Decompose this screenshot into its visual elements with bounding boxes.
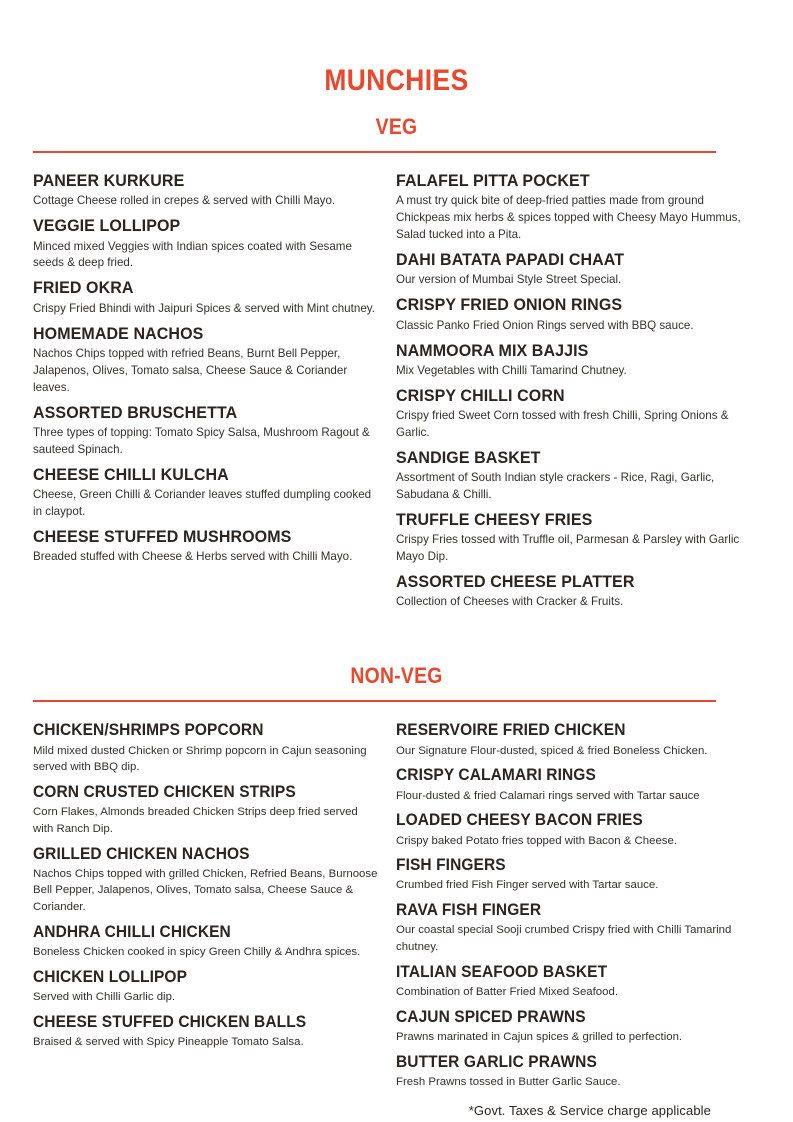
menu-item-description: Minced mixed Veggies with Indian spices coated with Sesame seeds & deep fried. [33, 239, 352, 270]
menu-item-name: CAJUN SPICED PRAWNS [396, 1007, 586, 1026]
menu-item[interactable] [33, 783, 378, 838]
menu-item-name: CRISPY CHILLI CORN [396, 386, 565, 405]
menu-item-description: A must try quick bite of deep-fried patties made from ground Chickpeas mix herbs & spices topped with Cheesy Mayo Hummus, Salad tucked into a Pita. [396, 194, 741, 242]
menu-item-description: Flour-dusted & fried Calamari rings served with Tartar sauce [396, 789, 700, 802]
menu-item-description: Our version of Mumbai Style Street Special. [396, 273, 622, 287]
menu-item-description: Crispy Fries tossed with Truffle oil, Parmesan & Parsley with Garlic Mayo Dip. [396, 533, 740, 564]
menu-item-name: RAVA FISH FINGER [396, 901, 542, 920]
menu-item[interactable] [396, 511, 759, 566]
page-title: MUNCHIES [324, 64, 469, 97]
menu-item-description: Breaded stuffed with Cheese & Herbs served with Chilli Mayo. [33, 550, 353, 564]
menu-item-name: HOMEMADE NACHOS [33, 324, 204, 343]
menu-item-name: CORN CRUSTED CHICKEN STRIPS [33, 782, 296, 801]
menu-item[interactable] [396, 296, 759, 334]
menu-item[interactable] [33, 721, 378, 776]
veg-right-column [396, 172, 759, 618]
menu-item-name: CHICKEN/SHRIMPS POPCORN [33, 721, 264, 740]
menu-item[interactable] [396, 901, 759, 956]
menu-item[interactable] [396, 1008, 759, 1046]
menu-item-name: ASSORTED BRUSCHETTA [33, 403, 238, 422]
menu-item[interactable] [33, 1013, 378, 1051]
menu-item[interactable] [33, 845, 378, 916]
menu-item[interactable] [396, 963, 759, 1001]
menu-item[interactable] [396, 811, 759, 849]
menu-item[interactable] [33, 404, 378, 459]
menu-item-description: Crispy Fried Bhindi with Jaipuri Spices & served with Mint chutney. [33, 301, 375, 315]
menu-item[interactable] [396, 1053, 759, 1091]
non-veg-left-column [33, 721, 396, 1057]
veg-left-column [33, 172, 396, 573]
menu-item-description: Braised & served with Spicy Pineapple Tomato Salsa. [33, 1035, 304, 1048]
menu-item-description: Crumbed fried Fish Finger served with Tartar sauce. [396, 879, 659, 892]
menu-item-name: FISH FINGERS [396, 856, 506, 875]
menu-item-description: Boneless Chicken cooked in spicy Green Chilly & Andhra spices. [33, 946, 361, 959]
menu-item[interactable] [33, 466, 378, 521]
non-veg-columns [33, 721, 760, 1117]
menu-item-name: NAMMOORA MIX BAJJIS [396, 341, 589, 360]
menu-item[interactable] [396, 856, 759, 894]
footer-note: *Govt. Taxes & Service charge applicable [468, 1102, 711, 1118]
menu-item-name: TRUFFLE CHEESY FRIES [396, 511, 593, 529]
menu-item-description: Cheese, Green Chilli & Coriander leaves stuffed dumpling cooked in claypot. [33, 488, 372, 518]
menu-item-name: CRISPY FRIED ONION RINGS [396, 296, 623, 315]
menu-item[interactable] [396, 172, 759, 244]
menu-item-name: VEGGIE LOLLIPOP [33, 217, 181, 236]
menu-item[interactable] [396, 449, 759, 504]
menu-item-description: Crispy baked Potato fries topped with Bacon & Cheese. [396, 834, 678, 847]
menu-item-description: Our coastal special Sooji crumbed Crispy fried with Chilli Tamarind chutney. [396, 924, 732, 954]
menu-item[interactable] [33, 172, 378, 210]
menu-item-name: PANEER KURKURE [33, 172, 185, 190]
menu-item-name: FALAFEL PITTA POCKET [396, 172, 590, 190]
menu-item[interactable] [396, 766, 759, 804]
menu-item-name: CHEESE STUFFED MUSHROOMS [33, 527, 292, 546]
menu-item[interactable] [33, 217, 378, 272]
menu-item-name: DAHI BATATA PAPADI CHAAT [396, 251, 625, 270]
menu-item-description: Prawns marinated in Cajun spices & grilled to perfection. [396, 1030, 683, 1043]
menu-item-name: RESERVOIRE FRIED CHICKEN [396, 721, 626, 740]
section-title-veg: VEG [375, 114, 418, 139]
menu-item-name: LOADED CHEESY BACON FRIES [396, 811, 643, 830]
menu-item[interactable] [396, 573, 759, 611]
menu-item-name: FRIED OKRA [33, 279, 134, 298]
menu-item-description: Our Signature Flour-dusted, spiced & fried Boneless Chicken. [396, 744, 708, 757]
menu-item-description: Crispy fried Sweet Corn tossed with fresh Chilli, Spring Onions & Garlic. [396, 409, 729, 439]
section-title-non-veg: NON-VEG [350, 663, 443, 689]
menu-item-name: ANDHRA CHILLI CHICKEN [33, 922, 231, 941]
menu-item[interactable] [33, 968, 378, 1006]
menu-item[interactable] [396, 387, 759, 442]
menu-item[interactable] [396, 342, 759, 380]
menu-item-description: Nachos Chips topped with refried Beans, Burnt Bell Pepper, Jalapenos, Olives, Tomato salsa, Cheese Sauce & Coriander leaves. [33, 346, 348, 394]
menu-item-name: CRISPY CALAMARI RINGS [396, 766, 596, 785]
non-veg-right-column [396, 721, 759, 1117]
menu-item-name: BUTTER GARLIC PRAWNS [396, 1052, 597, 1071]
menu-item-description: Nachos Chips topped with grilled Chicken, Refried Beans, Burnoose Bell Pepper, Jalapenos, Olives, Tomato salsa, Cheese Sauce & Coriander. [33, 867, 378, 914]
section-divider-non-veg [33, 700, 716, 702]
menu-item-name: CHEESE STUFFED CHICKEN BALLS [33, 1012, 307, 1031]
menu-item-description: Mix Vegetables with Chilli Tamarind Chutney. [396, 363, 627, 377]
section-divider-veg [33, 151, 716, 153]
menu-item-description: Served with Chilli Garlic dip. [33, 990, 176, 1003]
menu-item-name: GRILLED CHICKEN NACHOS [33, 844, 250, 863]
menu-item-description: Combination of Batter Fried Mixed Seafood. [396, 985, 619, 998]
menu-item-description: Corn Flakes, Almonds breaded Chicken Strips deep fried served with Ranch Dip. [33, 806, 358, 835]
menu-item-name: SANDIGE BASKET [396, 448, 541, 467]
menu-item-description: Mild mixed dusted Chicken or Shrimp popcorn in Cajun seasoning served with BBQ dip. [33, 744, 367, 774]
section-non-veg [33, 665, 760, 1117]
section-veg [33, 116, 760, 618]
menu-item[interactable] [33, 528, 378, 566]
menu-item-description: Collection of Cheeses with Cracker & Fruits. [396, 595, 624, 609]
menu-item-description: Cottage Cheese rolled in crepes & served with Chilli Mayo. [33, 194, 336, 208]
menu-item[interactable] [33, 923, 378, 961]
menu-item-name: ASSORTED CHEESE PLATTER [396, 573, 635, 592]
menu-item-description: Assortment of South Indian style crackers - Rice, Ragi, Garlic, Sabudana & Chilli. [396, 471, 715, 502]
veg-columns [33, 172, 760, 618]
menu-item-description: Three types of topping: Tomato Spicy Salsa, Mushroom Ragout & sauteed Spinach. [33, 425, 370, 456]
menu-item-name: ITALIAN SEAFOOD BASKET [396, 962, 608, 981]
menu-item-name: CHICKEN LOLLIPOP [33, 967, 188, 986]
menu-item[interactable] [33, 325, 378, 397]
menu-item-name: CHEESE CHILLI KULCHA [33, 465, 229, 484]
menu-item[interactable] [396, 251, 759, 289]
menu-item-description: Fresh Prawns tossed in Butter Garlic Sauce. [396, 1075, 621, 1088]
menu-item[interactable] [396, 721, 759, 759]
menu-item-description: Classic Panko Fried Onion Rings served with BBQ sauce. [396, 318, 694, 332]
menu-item[interactable] [33, 279, 378, 317]
